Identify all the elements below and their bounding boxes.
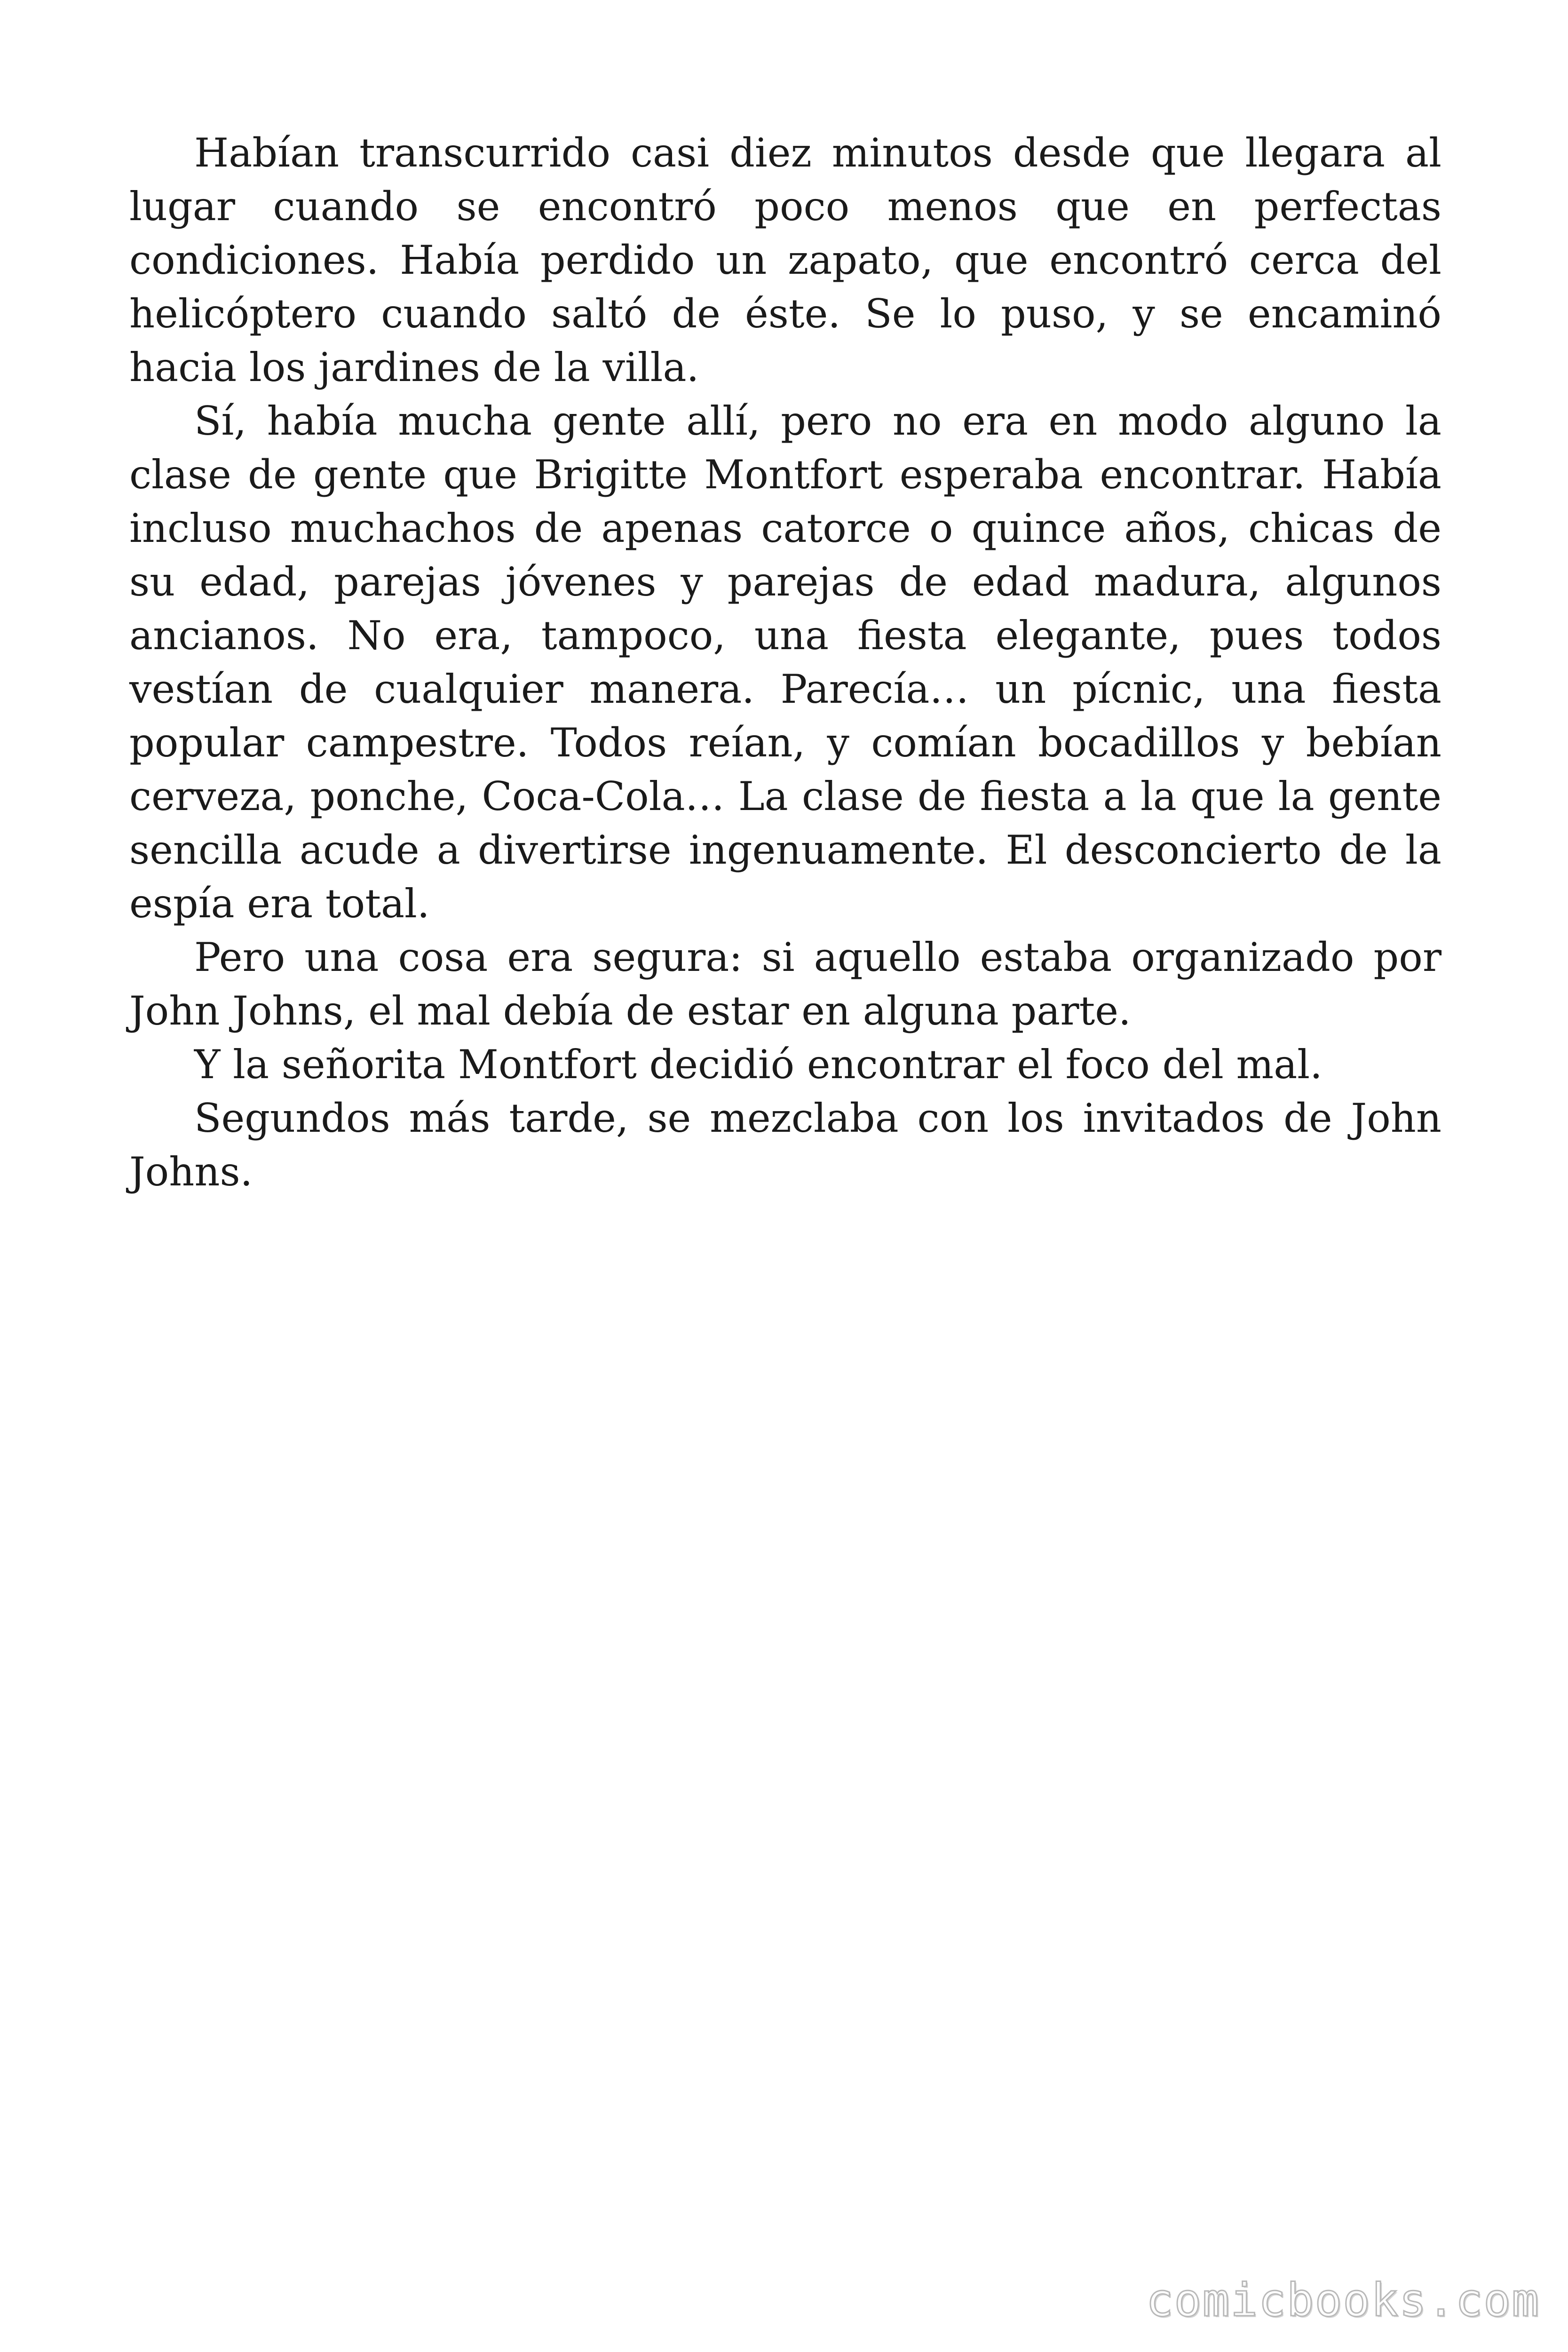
paragraph-5: Segundos más tarde, se mezclaba con los invitados de John Johns. xyxy=(129,1095,1441,1195)
watermark-logo: comicbooks.com xyxy=(1146,2274,1540,2327)
paragraph-1: Habían transcurrido casi diez minutos desde que llegara al lugar cuando se encontró poco menos que en perfectas condiciones. Había perdido un zapato, que encontró cerca del helicóptero cuando saltó de éste. Se lo puso, y se encaminó hacia los jardines de la villa. xyxy=(129,130,1441,390)
paragraph-2: Sí, había mucha gente allí, pero no era en modo alguno la clase de gente que Brigitte Montfort esperaba encontrar. Había incluso muchachos de apenas catorce o quince años, chicas de su edad, parejas jóvenes y parejas de edad madura, algunos ancianos. No era, tampoco, una fiesta elegante, pues todos vestían de cualquier manera. Parecía… un pícnic, una fiesta popular campestre. Todos reían, y comían bocadillos y bebían cerveza, ponche, Coca-Cola… La clase de fiesta a la que la gente sencilla acude a divertirse ingenuamente. El desconcierto de la espía era total. xyxy=(129,398,1441,927)
paragraph-4: Y la señorita Montfort decidió encontrar el foco del mal. xyxy=(194,1041,1323,1088)
body-text xyxy=(129,126,1441,1199)
paragraph-3: Pero una cosa era segura: si aquello estaba organizado por John Johns, el mal debía de estar en alguna parte. xyxy=(129,934,1441,1034)
